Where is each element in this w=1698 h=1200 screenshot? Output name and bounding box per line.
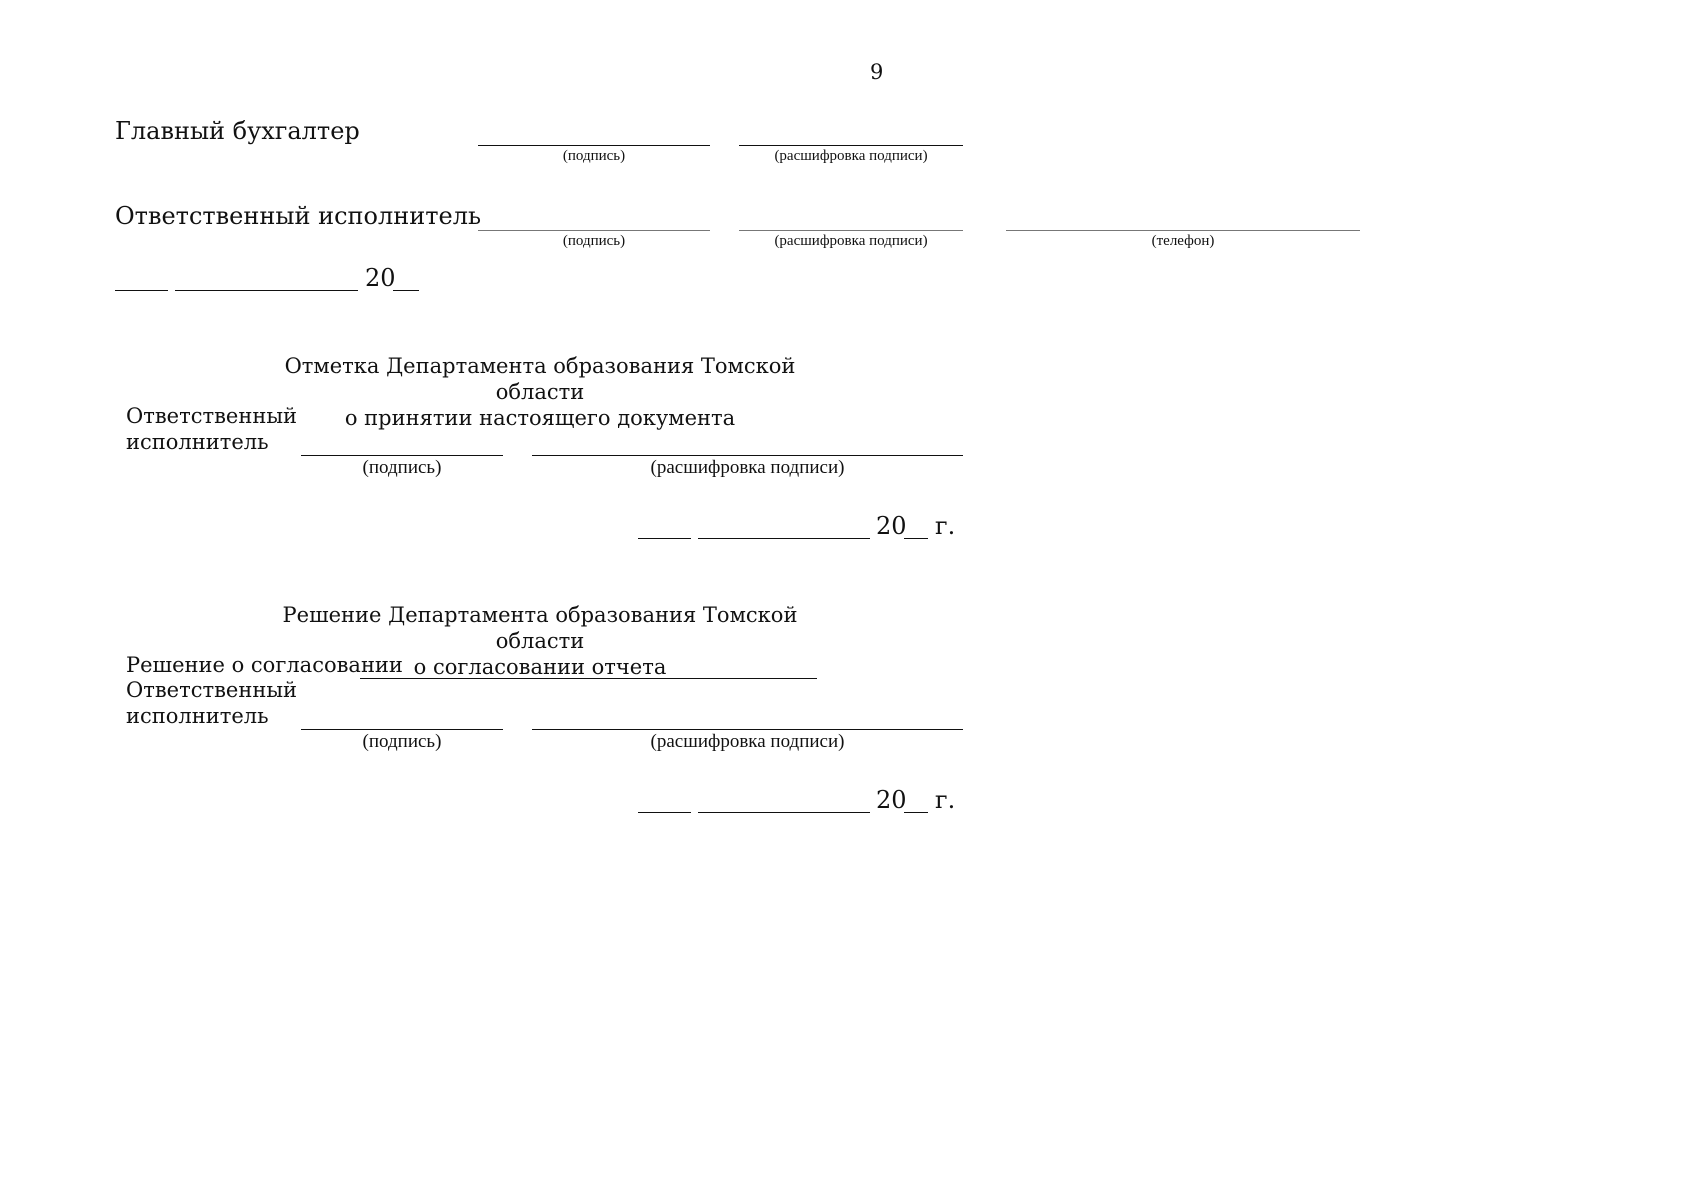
executor-label: Ответственный исполнитель bbox=[115, 202, 482, 230]
decision-signature-caption: (подпись) bbox=[362, 731, 442, 752]
page-number: 9 bbox=[870, 60, 884, 84]
chief-accountant-decode-line bbox=[739, 145, 963, 146]
executor-decode-line bbox=[739, 230, 963, 231]
decision-executor-label-line2: исполнитель bbox=[126, 704, 269, 728]
decision-executor-label-line1: Ответственный bbox=[126, 678, 298, 702]
executor-signature-caption: (подпись) bbox=[562, 233, 626, 249]
mark-date-year-suffix: г. bbox=[935, 512, 956, 540]
decision-signature-line bbox=[301, 729, 503, 730]
chief-accountant-signature-caption: (подпись) bbox=[562, 148, 626, 164]
executor-signature-line bbox=[478, 230, 710, 231]
mark-date-day-line bbox=[638, 538, 691, 539]
mark-executor-label-line2: исполнитель bbox=[126, 430, 269, 454]
mark-section-title-line2: о принятии настоящего документа bbox=[344, 406, 736, 430]
decision-approval-label: Решение о согласовании bbox=[126, 653, 403, 677]
mark-date-month-line bbox=[698, 538, 870, 539]
executor-phone-caption: (телефон) bbox=[1151, 233, 1215, 249]
mark-section-title bbox=[240, 353, 840, 431]
date-top-day-line bbox=[115, 290, 168, 291]
decision-date-year-prefix: 20 bbox=[876, 786, 907, 814]
decision-section-title-line1: Решение Департамента образования Томской области bbox=[282, 603, 798, 653]
chief-accountant-decode-caption: (расшифровка подписи) bbox=[774, 148, 928, 164]
mark-date-year-line bbox=[904, 538, 928, 539]
chief-accountant-signature-line bbox=[478, 145, 710, 146]
decision-section-title-line2: о согласовании отчета bbox=[413, 655, 667, 679]
executor-decode-caption: (расшифровка подписи) bbox=[774, 233, 928, 249]
decision-decode-line bbox=[532, 729, 963, 730]
mark-decode-caption: (расшифровка подписи) bbox=[650, 457, 845, 478]
executor-phone-line bbox=[1006, 230, 1360, 231]
date-top-year-line bbox=[393, 290, 419, 291]
mark-section-title-line1: Отметка Департамента образования Томской области bbox=[284, 354, 796, 404]
date-top-year-prefix: 20 bbox=[365, 264, 396, 292]
decision-date-year-line bbox=[904, 812, 928, 813]
mark-executor-label-line1: Ответственный bbox=[126, 404, 298, 428]
decision-date-year-suffix: г. bbox=[935, 786, 956, 814]
decision-date-month-line bbox=[698, 812, 870, 813]
mark-date-year-prefix: 20 bbox=[876, 512, 907, 540]
decision-date-day-line bbox=[638, 812, 691, 813]
decision-approval-line bbox=[360, 678, 817, 679]
decision-decode-caption: (расшифровка подписи) bbox=[650, 731, 845, 752]
date-top-month-line bbox=[175, 290, 358, 291]
mark-signature-line bbox=[301, 455, 503, 456]
chief-accountant-label: Главный бухгалтер bbox=[115, 117, 360, 145]
mark-decode-line bbox=[532, 455, 963, 456]
mark-signature-caption: (подпись) bbox=[362, 457, 442, 478]
